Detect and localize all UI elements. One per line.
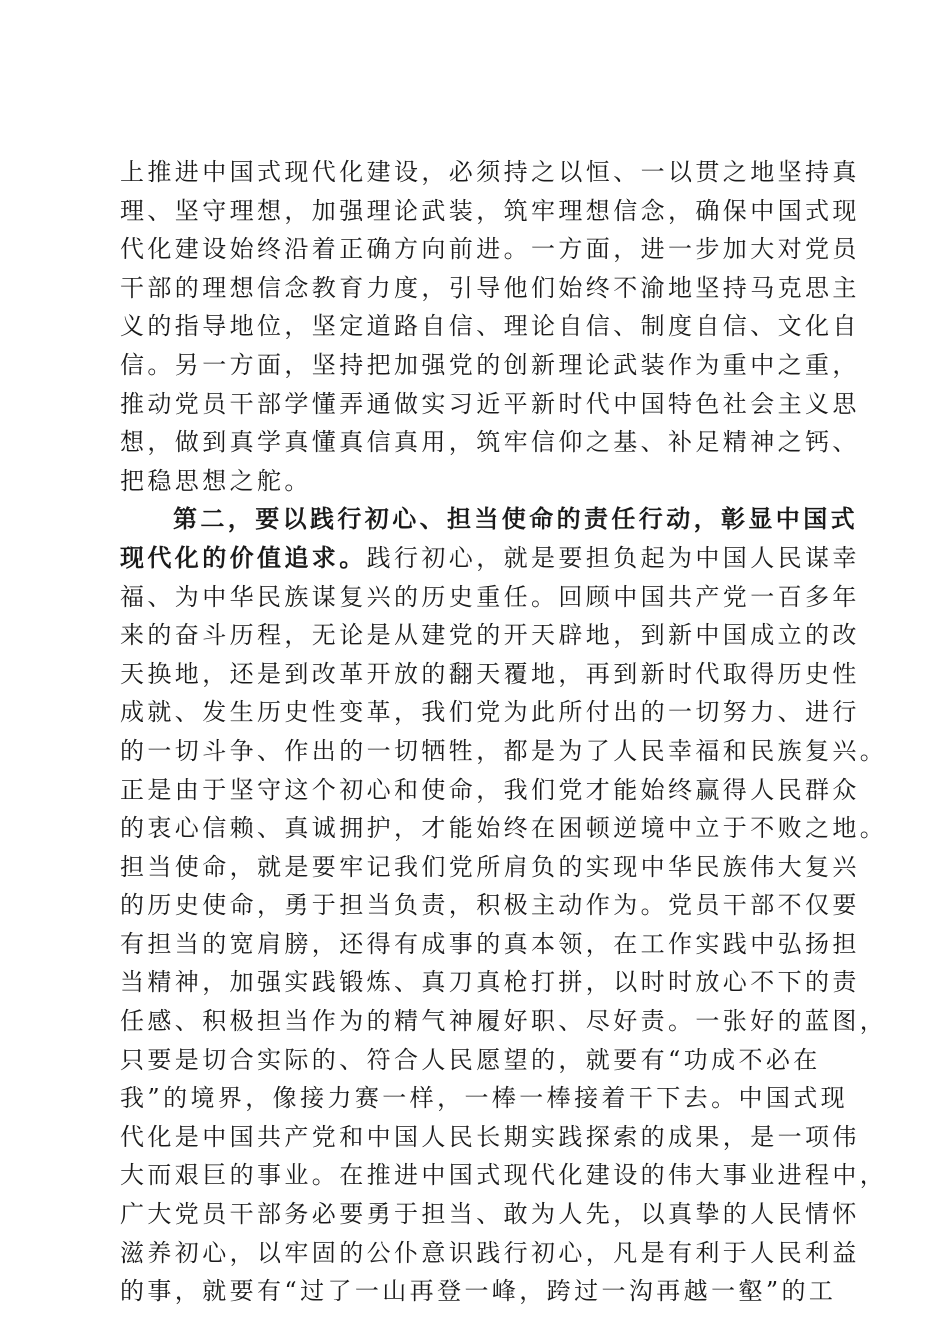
paragraph1-line: 信。另一方面，坚持把加强党的创新理论武装作为重中之重， xyxy=(120,350,860,379)
paragraph2-line: 成就、发生历史性变革，我们党为此所付出的一切努力、进行 xyxy=(120,698,860,727)
paragraph2-line: 的事，就要有“过了一山再登一峰，跨过一沟再越一壑”的工 xyxy=(120,1277,837,1306)
paragraph1-line: 义的指导地位，坚定道路自信、理论自信、制度自信、文化自 xyxy=(120,312,860,341)
paragraph2-line: 滋养初心，以牢固的公仆意识践行初心，凡是有利于人民利益 xyxy=(120,1238,860,1267)
paragraph2-line: 天换地，还是到改革开放的翻天覆地，再到新时代取得历史性 xyxy=(120,659,860,688)
paragraph2-heading: 第二，要以践行初心、担当使命的责任行动，彰显中国式 xyxy=(173,504,858,534)
paragraph2-line: 担当使命，就是要牢记我们党所肩负的实现中华民族伟大复兴 xyxy=(120,852,860,881)
paragraph1-line: 想，做到真学真懂真信真用，筑牢信仰之基、补足精神之钙、 xyxy=(120,428,860,457)
paragraph2-line: 有担当的宽肩膀，还得有成事的真本领，在工作实践中弘扬担 xyxy=(120,929,860,958)
paragraph2-line-rest: 践行初心，就是要担负起为中国人民谋幸 xyxy=(366,543,860,572)
paragraph1-line: 代化建设始终沿着正确方向前进。一方面，进一步加大对党员 xyxy=(120,235,860,264)
paragraph2-line: 来的奋斗历程，无论是从建党的开天辟地，到新中国成立的改 xyxy=(120,621,860,650)
paragraph1-line: 推动党员干部学懂弄通做实习近平新时代中国特色社会主义思 xyxy=(120,389,860,418)
paragraph2-line: 任感、积极担当作为的精气神履好职、尽好责。一张好的蓝图， xyxy=(120,1007,888,1036)
paragraph2-line: 代化是中国共产党和中国人民长期实践探索的成果，是一项伟 xyxy=(120,1122,860,1151)
paragraph2-line xyxy=(120,539,860,578)
paragraph2-line: 正是由于坚守这个初心和使命，我们党才能始终赢得人民群众 xyxy=(120,775,860,804)
paragraph1-line: 干部的理想信念教育力度，引导他们始终不渝地坚持马克思主 xyxy=(120,273,860,302)
paragraph2-heading-end: 现代化的价值追求。 xyxy=(120,542,367,572)
paragraph2-line: 的衷心信赖、真诚拥护，才能始终在困顿逆境中立于不败之地。 xyxy=(120,814,888,843)
paragraph2-line: 当精神，加强实践锻炼、真刀真枪打拼，以时时放心不下的责 xyxy=(120,968,860,997)
paragraph2-line: 福、为中华民族谋复兴的历史重任。回顾中国共产党一百多年 xyxy=(120,582,860,611)
body-text xyxy=(120,153,888,1311)
paragraph2-line: 只要是切合实际的、符合人民愿望的，就要有“功成不必在 xyxy=(120,1045,821,1074)
paragraph2-line: 我”的境界，像接力赛一样，一棒一棒接着干下去。中国式现 xyxy=(120,1084,849,1113)
paragraph2-line: 的历史使命，勇于担当负责，积极主动作为。党员干部不仅要 xyxy=(120,891,860,920)
paragraph1-line: 上推进中国式现代化建设，必须持之以恒、一以贯之地坚持真 xyxy=(120,158,860,186)
paragraph1-line: 把稳思想之舵。 xyxy=(120,466,312,495)
paragraph2-line: 大而艰巨的事业。在推进中国式现代化建设的伟大事业进程中， xyxy=(120,1161,888,1190)
paragraph1-line: 理、坚守理想，加强理论武装，筑牢理想信念，确保中国式现 xyxy=(120,196,860,225)
paragraph2-line: 广大党员干部务必要勇于担当、敢为人先，以真挚的人民情怀 xyxy=(120,1200,860,1229)
paragraph2-line: 的一切斗争、作出的一切牺牲，都是为了人民幸福和民族复兴。 xyxy=(120,736,888,765)
